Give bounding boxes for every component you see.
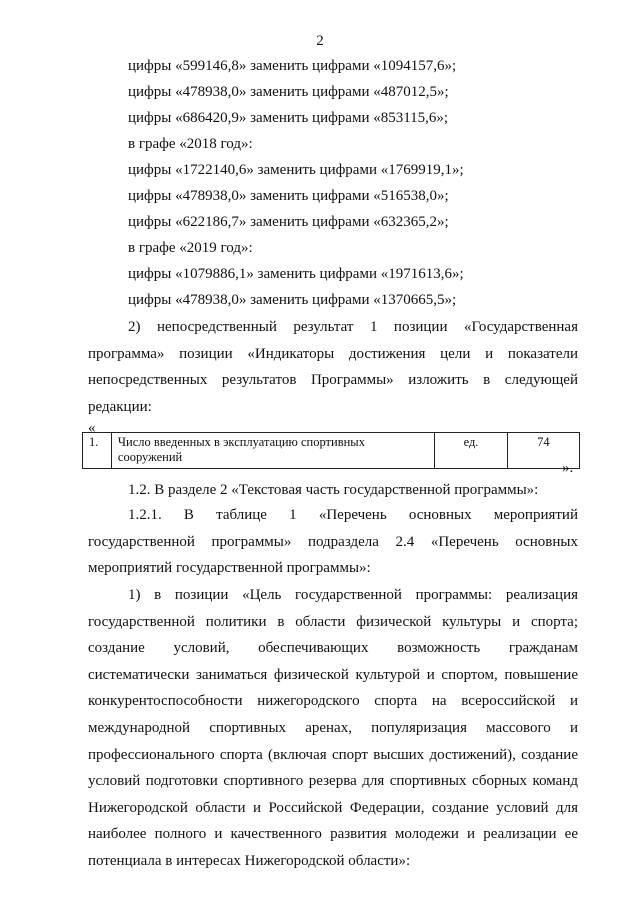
year-column-heading: в графе «2019 год»:: [128, 240, 253, 256]
table-paragraph: 1.2.1. В таблице 1 «Перечень основных мероприятий государственной программы» подраздела 2.4 «Перечень основных мероприятий государственной программы»:: [88, 507, 578, 577]
indicator-table: [82, 432, 580, 469]
year-column-heading: в графе «2018 год»:: [128, 136, 253, 152]
amendment-line: цифры «478938,0» заменить цифрами «516538,0»;: [128, 188, 449, 204]
section-paragraph: 1.2. В разделе 2 «Текстовая часть государственной программы»:: [128, 482, 539, 498]
quote-close: ».: [562, 460, 574, 476]
page-number: 2: [316, 33, 324, 49]
table-row: [83, 433, 580, 469]
amendment-line: цифры «478938,0» заменить цифрами «487012,5»;: [128, 84, 449, 100]
row-number-cell: 1.: [83, 433, 112, 469]
goal-paragraph: 1) в позиции «Цель государственной программы: реализация государственной политики в области физической культуры и спорта; создание условий, обеспечивающих возможность гражданам систематически заниматься физической культурой и спортом, повышение конкурентоспособности нижегородского спорта на всероссийской и международной спортивных аренах, популяризация массового и профессионального спорта (включая спорт высших достижений), создание условий подготовки спортивного резерва для спортивных сборных команд Нижегородской области и Российской Федерации, создание условий для наиболее полного и качественного развития молодежи и реализации ее потенциала в интересах Нижегородской области»:: [88, 587, 578, 869]
amendment-line: цифры «622186,7» заменить цифрами «632365,2»;: [128, 214, 449, 230]
amendment-line: цифры «1079886,1» заменить цифрами «1971613,6»;: [128, 266, 464, 282]
amendment-line: цифры «1722140,6» заменить цифрами «1769919,1»;: [128, 162, 464, 178]
amendment-line: цифры «599146,8» заменить цифрами «1094157,6»;: [128, 58, 457, 74]
indicator-name-cell: Число введенных в эксплуатацию спортивных сооружений: [111, 433, 434, 469]
result-paragraph: 2) непосредственный результат 1 позиции «Государственная программа» позиции «Индикаторы достижения цели и показатели непосредственных результатов Программы» изложить в следующей редакции:: [88, 319, 578, 415]
unit-cell: ед.: [435, 433, 507, 469]
amendment-line: цифры «686420,9» заменить цифрами «853115,6»;: [128, 110, 449, 126]
amendment-line: цифры «478938,0» заменить цифрами «1370665,5»;: [128, 292, 457, 308]
quote-open: «: [88, 420, 96, 436]
value-cell: 74: [507, 433, 579, 469]
